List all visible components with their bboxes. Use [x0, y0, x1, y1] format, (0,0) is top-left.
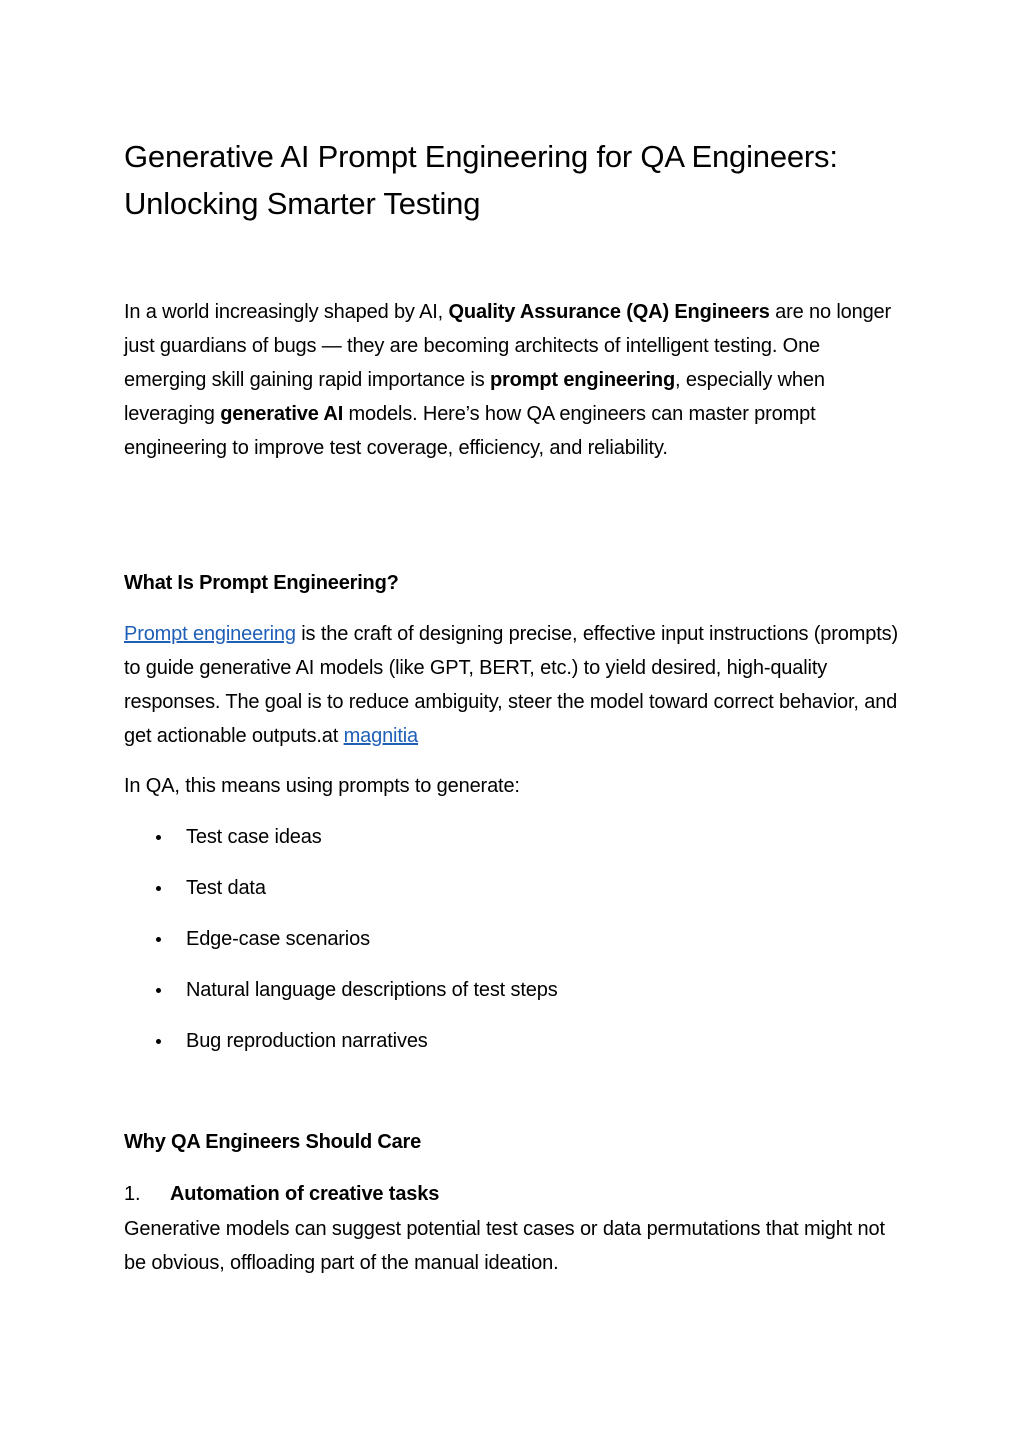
intro-bold-generative-ai: generative AI [220, 403, 344, 425]
list-item [124, 975, 558, 1026]
list-item [124, 873, 558, 924]
list-item-text: Test data [186, 877, 266, 899]
bullet-icon [156, 988, 161, 993]
list-item-text: Test case ideas [186, 826, 322, 848]
intro-paragraph [124, 295, 904, 465]
item-title: Automation of creative tasks [170, 1183, 440, 1205]
section-heading-why-qa-engineers-should-care: Why QA Engineers Should Care [124, 1131, 422, 1153]
section-heading-what-is-prompt-engineering: What Is Prompt Engineering? [124, 572, 399, 594]
definition-text: is the craft of designing precise, effective input instructions (prompts) to guide generative AI models (like GPT, BERT, etc.) to yield desired, high-quality responses. The goal is to reduce ambiguity, steer the model toward correct behavior, and get actionable outputs.at [124, 623, 899, 747]
title-line-1: Generative AI Prompt Engineering for QA Engineers: [124, 139, 838, 174]
item-number: 1. [124, 1183, 141, 1205]
intro-bold-qa-engineers: Quality Assurance (QA) Engineers [448, 301, 770, 323]
numbered-item-1 [124, 1179, 439, 1209]
definition-paragraph [124, 617, 904, 753]
intro-text-1: In a world increasingly shaped by AI, [124, 301, 449, 323]
intro-text-3: , especially when leveraging [124, 369, 825, 425]
magnitia-link[interactable]: magnitia [343, 725, 419, 747]
prompt-engineering-link[interactable]: Prompt engineering [124, 623, 296, 645]
bullet-icon [156, 937, 161, 942]
list-item [124, 924, 558, 975]
bullet-icon [156, 835, 161, 840]
list-item-text: Natural language descriptions of test steps [186, 979, 558, 1001]
intro-text-4: models. Here’s how QA engineers can master prompt engineering to improve test coverage, efficiency, and reliability. [124, 403, 816, 459]
bullet-icon [156, 886, 161, 891]
list-item [124, 822, 558, 873]
list-item [124, 1026, 558, 1077]
intro-bold-prompt-engineering: prompt engineering [489, 369, 676, 391]
bullet-icon [156, 1039, 161, 1044]
title-line-2: Unlocking Smarter Testing [124, 186, 481, 221]
list-intro-paragraph: In QA, this means using prompts to generate: [124, 775, 520, 797]
generate-bullet-list [124, 822, 558, 1077]
list-item-text: Edge-case scenarios [186, 928, 370, 950]
document-title [124, 133, 904, 227]
list-item-text: Bug reproduction narratives [186, 1030, 428, 1052]
numbered-item-1-body: Generative models can suggest potential test cases or data permutations that might not be obvious, offloading part of the manual ideation. [124, 1218, 885, 1274]
intro-text-2: are no longer just guardians of bugs — they are becoming architects of intelligent testing. One emerging skill gaining rapid importance is [124, 301, 892, 391]
